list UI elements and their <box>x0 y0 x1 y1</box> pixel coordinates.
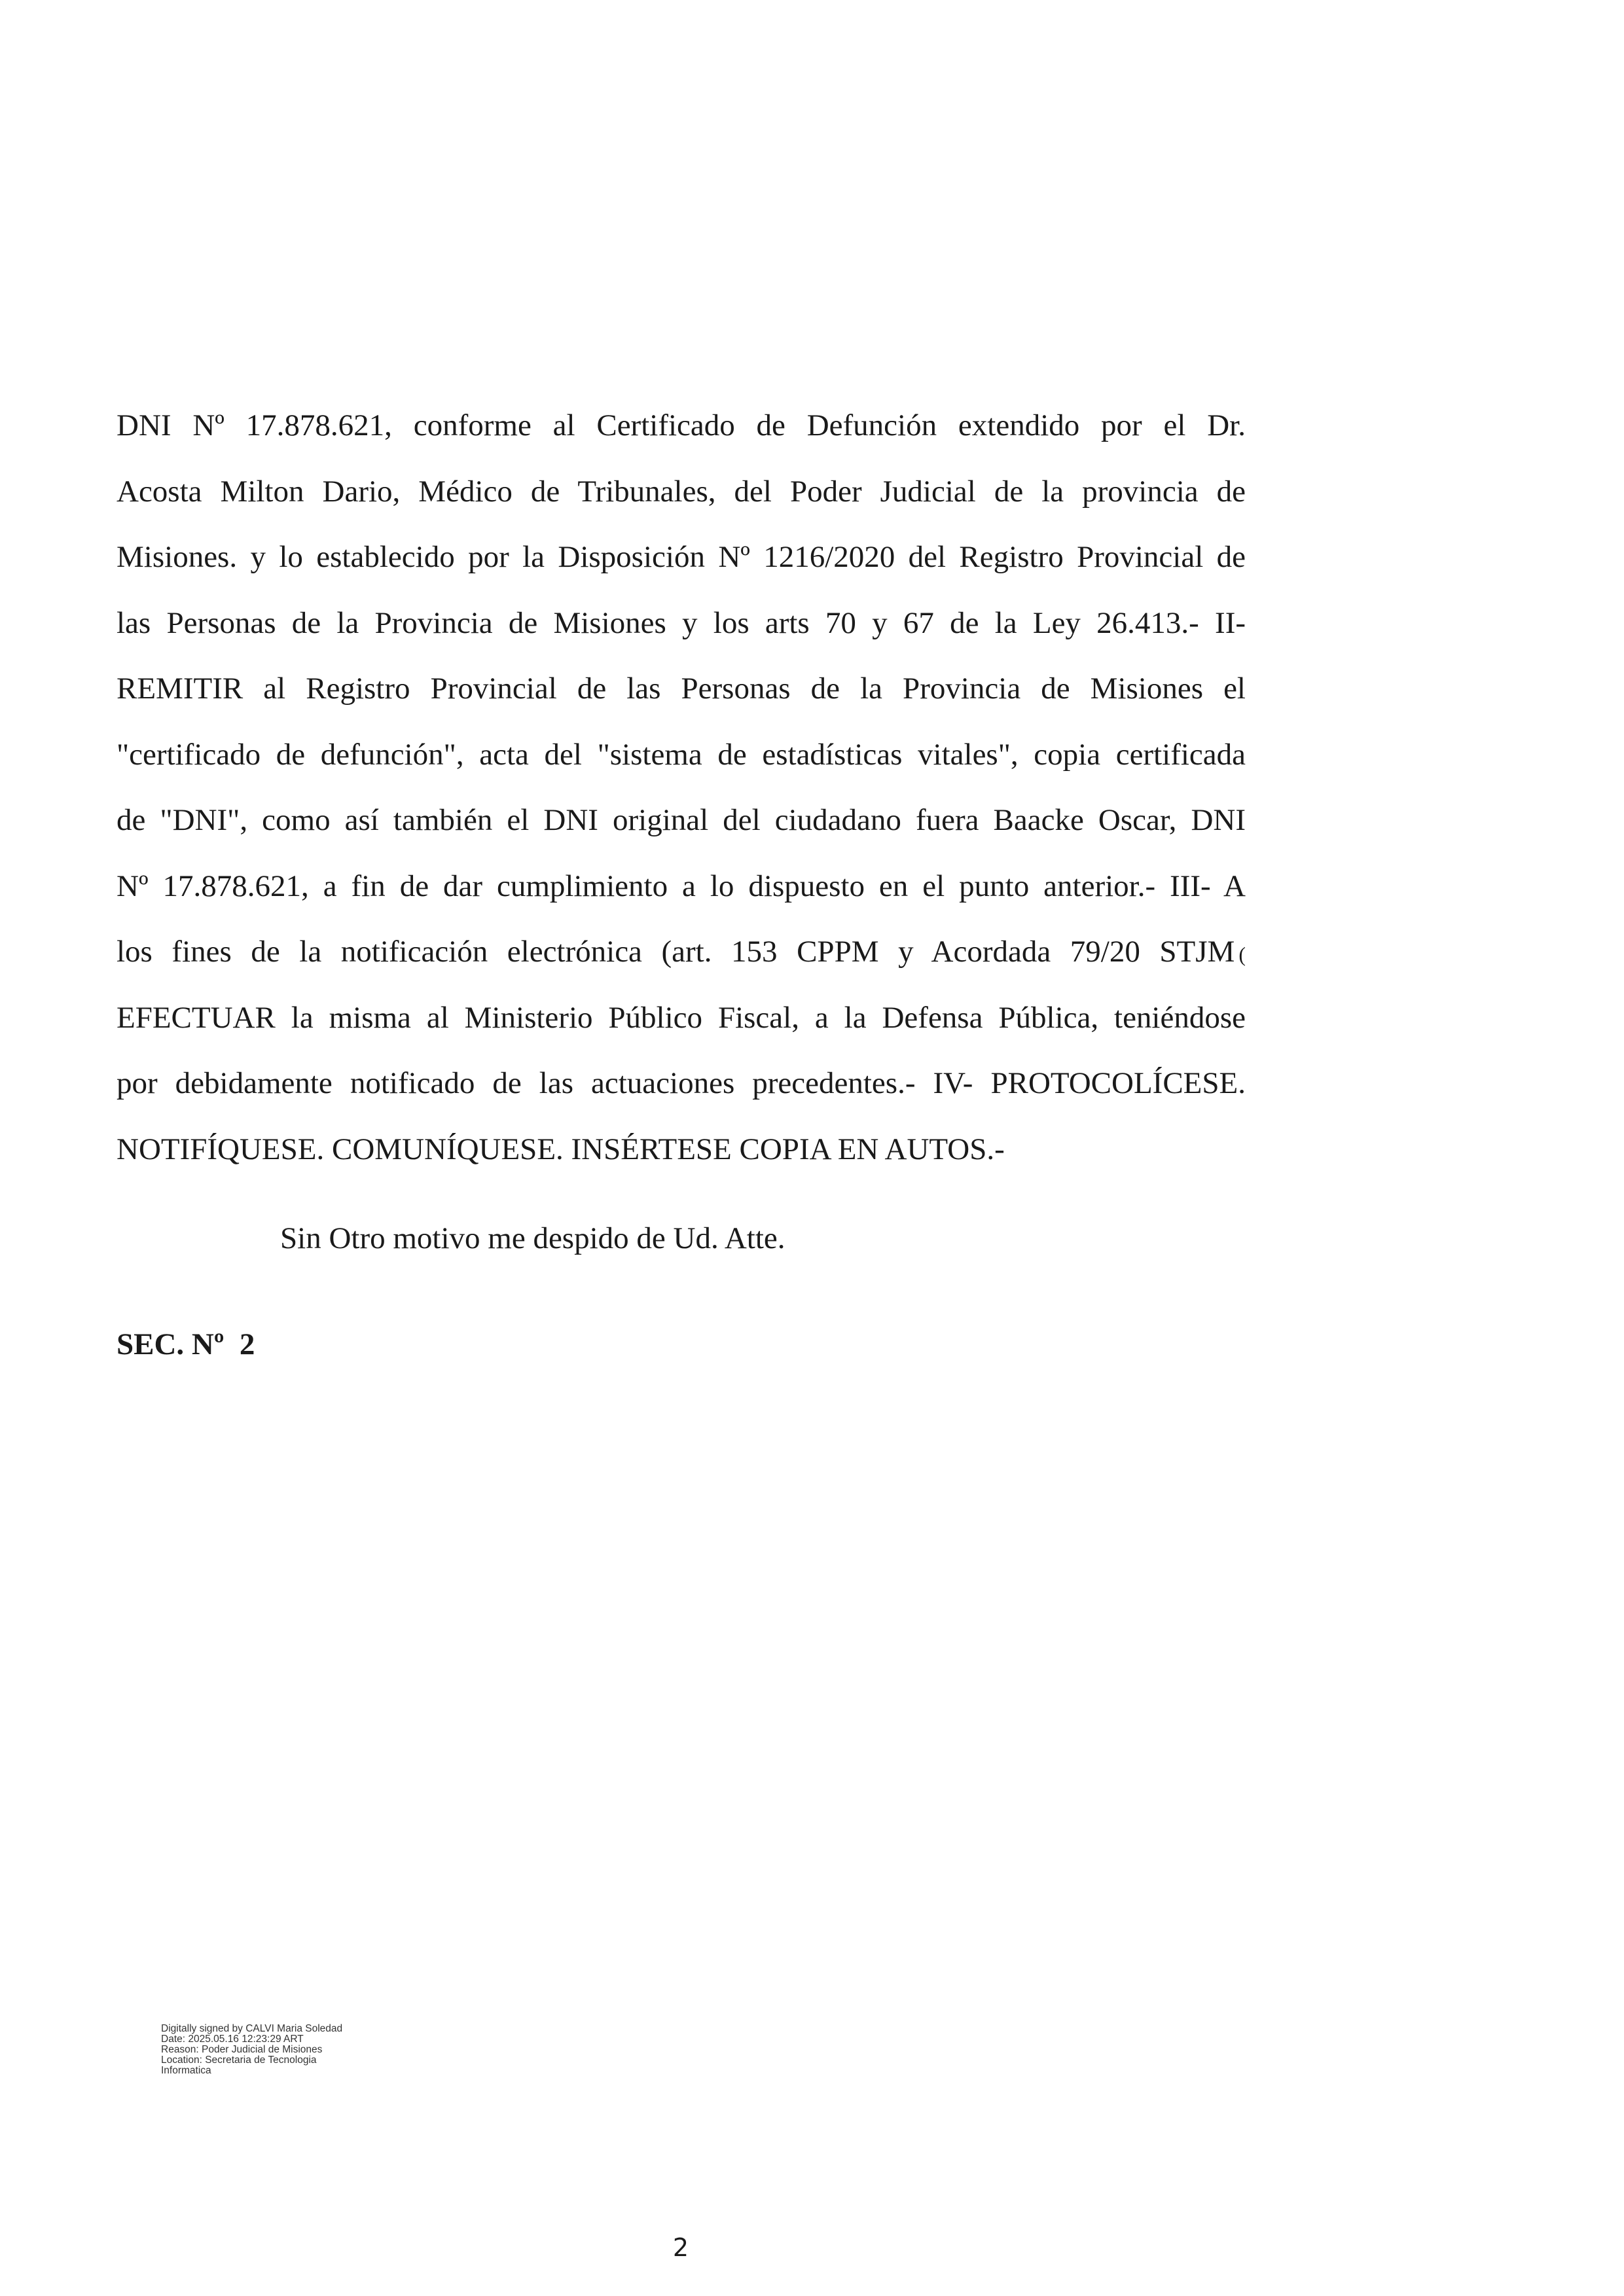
body-line: "certificado de defunción", acta del "sistema de estadísticas vitales", copia certificada <box>117 737 1246 772</box>
signature-line: Date: 2025.05.16 12:23:29 ART <box>161 2034 304 2045</box>
body-line: EFECTUAR la misma al Ministerio Público Fiscal, a la Defensa Pública, teniéndose <box>117 1000 1246 1035</box>
body-line: NOTIFÍQUESE. COMUNÍQUESE. INSÉRTESE COPIA EN AUTOS.- <box>117 1132 1005 1166</box>
digital-signature-block <box>161 2024 384 2076</box>
superscript-paren: ( <box>1238 942 1246 966</box>
signature-line: Digitally signed by CALVI Maria Soledad <box>161 2023 343 2034</box>
closing-salutation: Sin Otro motivo me despido de Ud. Atte. <box>280 1221 785 1255</box>
section-label: SEC. Nº 2 <box>117 1327 255 1361</box>
body-line: Nº 17.878.621, a fin de dar cumplimiento a lo dispuesto en el punto anterior.- III- A <box>117 869 1246 903</box>
body-line: por debidamente notificado de las actuaciones precedentes.- IV- PROTOCOLÍCESE. <box>117 1066 1246 1100</box>
body-line: Misiones. y lo establecido por la Disposición Nº 1216/2020 del Registro Provincial de <box>117 540 1246 574</box>
signature-line: Location: Secretaria de Tecnologia <box>161 2054 317 2066</box>
body-line: los fines de la notificación electrónica (art. 153 CPPM y Acordada 79/20 STJM <box>117 935 1235 969</box>
body-line: REMITIR al Registro Provincial de las Personas de la Provincia de Misiones el <box>117 672 1246 706</box>
body-paragraph <box>117 393 1246 1182</box>
body-line: de "DNI", como así también el DNI original del ciudadano fuera Baacke Oscar, DNI <box>117 803 1246 837</box>
signature-line: Reason: Poder Judicial de Misiones <box>161 2044 323 2055</box>
body-line-with-paren <box>117 919 1246 985</box>
signature-line: Informatica <box>161 2065 211 2076</box>
body-line: DNI Nº 17.878.621, conforme al Certificado de Defunción extendido por el Dr. <box>117 408 1246 442</box>
body-line: Acosta Milton Dario, Médico de Tribunales, del Poder Judicial de la provincia de <box>117 474 1246 509</box>
page-number: 2 <box>672 2233 689 2262</box>
body-line: las Personas de la Provincia de Misiones y los arts 70 y 67 de la Ley 26.413.- II- <box>117 605 1246 640</box>
